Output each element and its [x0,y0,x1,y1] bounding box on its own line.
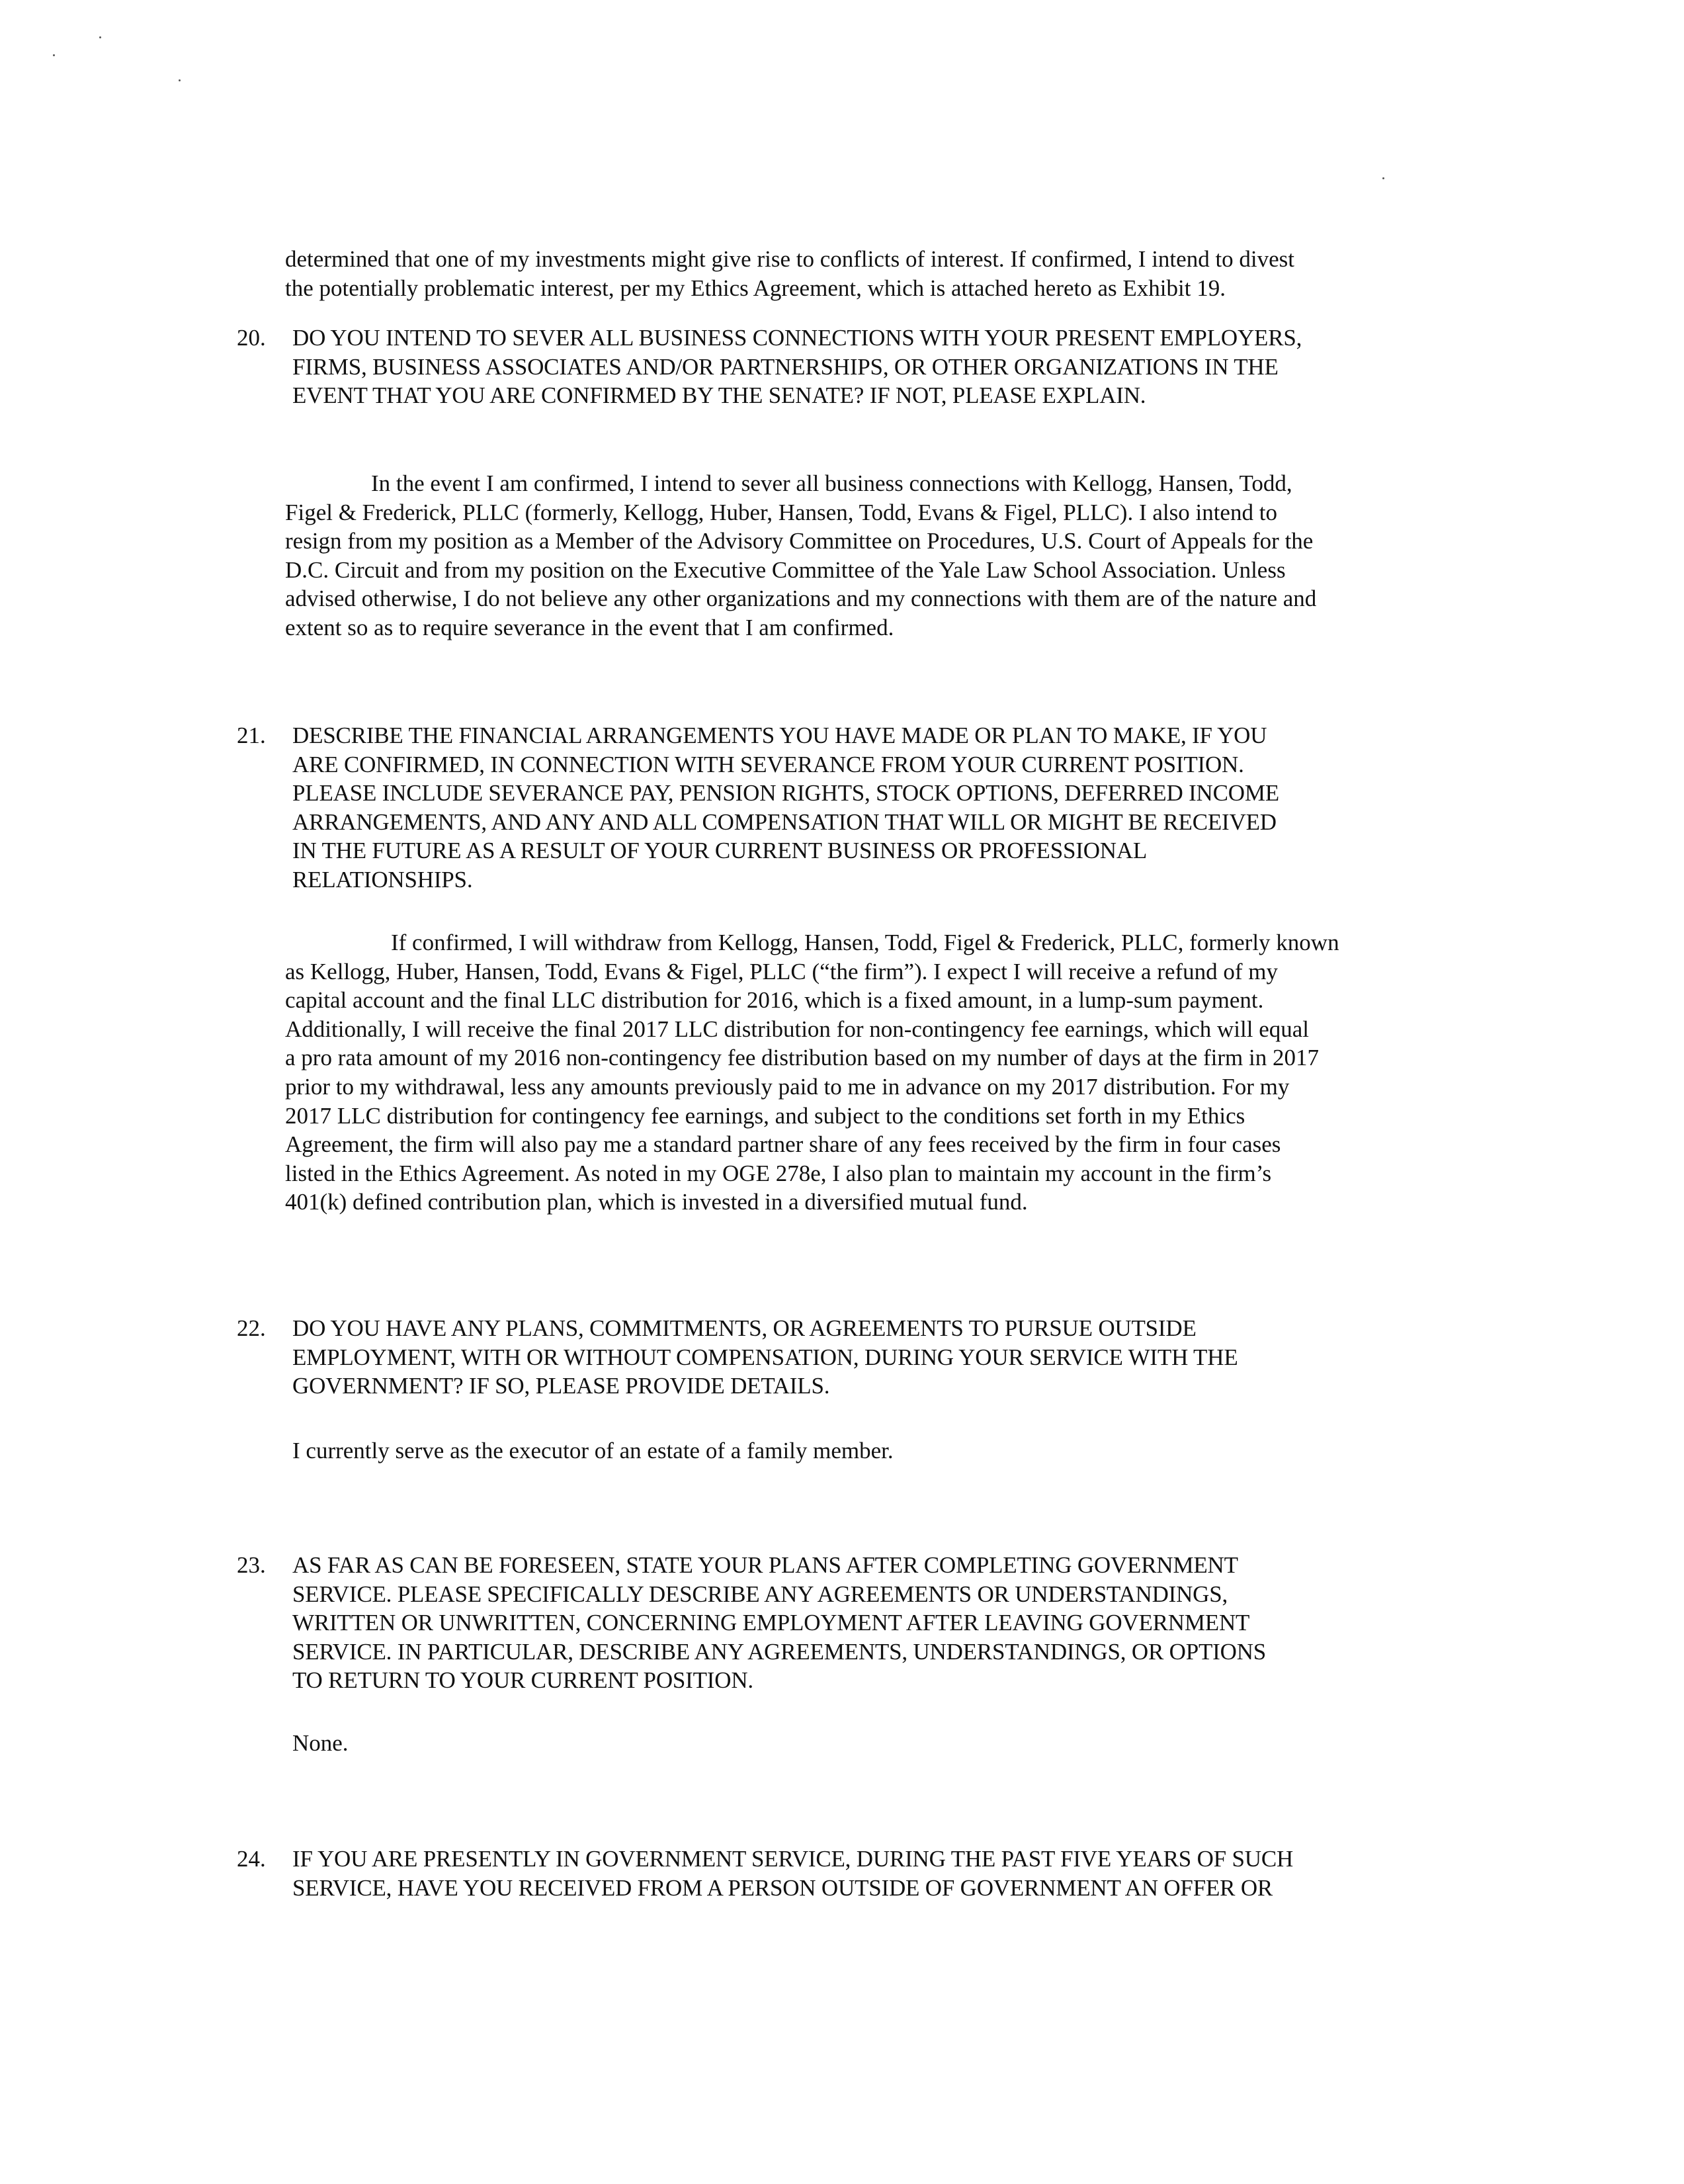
text-line: IN THE FUTURE AS A RESULT OF YOUR CURRENT BUSINESS OR PROFESSIONAL [292,838,1148,864]
question-text [292,721,1279,895]
text-line: Additionally, I will receive the final 2017 LLC distribution for non-contingency fee earnings, which will equal [285,1016,1310,1042]
text-line: D.C. Circuit and from my position on the Executive Committee of the Yale Law School Association. Unless [285,556,1286,583]
text-line: TO RETURN TO YOUR CURRENT POSITION. [292,1667,753,1694]
text-line: GOVERNMENT? IF SO, PLEASE PROVIDE DETAILS. [292,1373,830,1399]
text-line: Figel & Frederick, PLLC (formerly, Kellogg, Huber, Hansen, Todd, Evans & Figel, PLLC). I also intend to [285,499,1277,525]
question-text [292,1314,1238,1401]
text-line: prior to my withdrawal, less any amounts previously paid to me in advance on my 2017 distribution. For my [285,1073,1290,1100]
answer-text [285,469,1316,642]
text-line: I currently serve as the executor of an estate of a family member. [292,1438,894,1463]
text-line: 2017 LLC distribution for contingency fee earnings, and subject to the conditions set forth in my Ethics [285,1102,1245,1129]
question-text [292,324,1302,410]
question-text [292,1845,1293,1902]
text-line: extent so as to require severance in the event that I am confirmed. [285,614,894,640]
text-line: RELATIONSHIPS. [292,866,473,893]
text-line: 401(k) defined contribution plan, which is invested in a diversified mutual fund. [285,1189,1028,1215]
text-line: AS FAR AS CAN BE FORESEEN, STATE YOUR PLANS AFTER COMPLETING GOVERNMENT [292,1552,1238,1578]
text-line: DO YOU INTEND TO SEVER ALL BUSINESS CONNECTIONS WITH YOUR PRESENT EMPLOYERS, [292,325,1302,351]
scan-speck [1382,177,1384,179]
text-line: ARE CONFIRMED, IN CONNECTION WITH SEVERANCE FROM YOUR CURRENT POSITION. [292,751,1244,777]
text-line: None. [292,1730,349,1756]
text-line: DESCRIBE THE FINANCIAL ARRANGEMENTS YOU HAVE MADE OR PLAN TO MAKE, IF YOU [292,722,1267,748]
item-number: 22. [237,1315,266,1341]
text-line: EVENT THAT YOU ARE CONFIRMED BY THE SENATE? IF NOT, PLEASE EXPLAIN. [292,382,1146,409]
item-number: 23. [237,1552,266,1578]
text-line: SERVICE. PLEASE SPECIFICALLY DESCRIBE ANY AGREEMENTS OR UNDERSTANDINGS, [292,1581,1228,1607]
answer-text [292,1436,894,1465]
question-text [292,1551,1266,1695]
text-line: the potentially problematic interest, per my Ethics Agreement, which is attached hereto as Exhibit 19. [285,275,1226,301]
text-line: PLEASE INCLUDE SEVERANCE PAY, PENSION RIGHTS, STOCK OPTIONS, DEFERRED INCOME [292,780,1279,807]
text-line: EMPLOYMENT, WITH OR WITHOUT COMPENSATION, DURING YOUR SERVICE WITH THE [292,1344,1238,1370]
item-number: 20. [237,325,266,351]
scan-speck [179,79,181,81]
text-line: ARRANGEMENTS, AND ANY AND ALL COMPENSATION THAT WILL OR MIGHT BE RECEIVED [292,808,1277,835]
text-line: WRITTEN OR UNWRITTEN, CONCERNING EMPLOYMENT AFTER LEAVING GOVERNMENT [292,1610,1250,1636]
text-line: In the event I am confirmed, I intend to sever all business connections with Kellogg, Hansen, Todd, [371,470,1292,496]
text-line: listed in the Ethics Agreement. As noted in my OGE 278e, I also plan to maintain my account in the firm’s [285,1160,1272,1186]
text-line: Agreement, the firm will also pay me a standard partner share of any fees received by the firm in four cases [285,1131,1281,1158]
text-line: advised otherwise, I do not believe any other organizations and my connections with them are of the nature and [285,586,1317,612]
text-line: If confirmed, I will withdraw from Kellogg, Hansen, Todd, Figel & Frederick, PLLC, formerly known [391,930,1339,955]
text-line: IF YOU ARE PRESENTLY IN GOVERNMENT SERVICE, DURING THE PAST FIVE YEARS OF SUCH [292,1846,1294,1872]
text-line: a pro rata amount of my 2016 non-contingency fee distribution based on my number of days at the firm in 2017 [285,1045,1319,1071]
text-line: as Kellogg, Huber, Hansen, Todd, Evans & Figel, PLLC (“the firm”). I expect I will receive a refund of my [285,958,1279,984]
text-line: DO YOU HAVE ANY PLANS, COMMITMENTS, OR AGREEMENTS TO PURSUE OUTSIDE [292,1315,1197,1341]
intro-paragraph [285,245,1294,302]
scan-speck [53,54,55,56]
text-line: SERVICE. IN PARTICULAR, DESCRIBE ANY AGREEMENTS, UNDERSTANDINGS, OR OPTIONS [292,1638,1267,1665]
answer-text [292,1729,349,1758]
item-number: 24. [237,1846,266,1872]
text-line: FIRMS, BUSINESS ASSOCIATES AND/OR PARTNERSHIPS, OR OTHER ORGANIZATIONS IN THE [292,353,1279,380]
text-line: SERVICE, HAVE YOU RECEIVED FROM A PERSON OUTSIDE OF GOVERNMENT AN OFFER OR [292,1874,1273,1901]
item-number: 21. [237,722,266,748]
text-line: determined that one of my investments might give rise to conflicts of interest. If confirmed, I intend to divest [285,246,1295,272]
text-line: capital account and the final LLC distribution for 2016, which is a fixed amount, in a lump-sum payment. [285,987,1264,1014]
text-line: resign from my position as a Member of the Advisory Committee on Procedures, U.S. Court of Appeals for the [285,528,1314,554]
answer-text [285,928,1339,1217]
scan-speck [99,36,101,38]
